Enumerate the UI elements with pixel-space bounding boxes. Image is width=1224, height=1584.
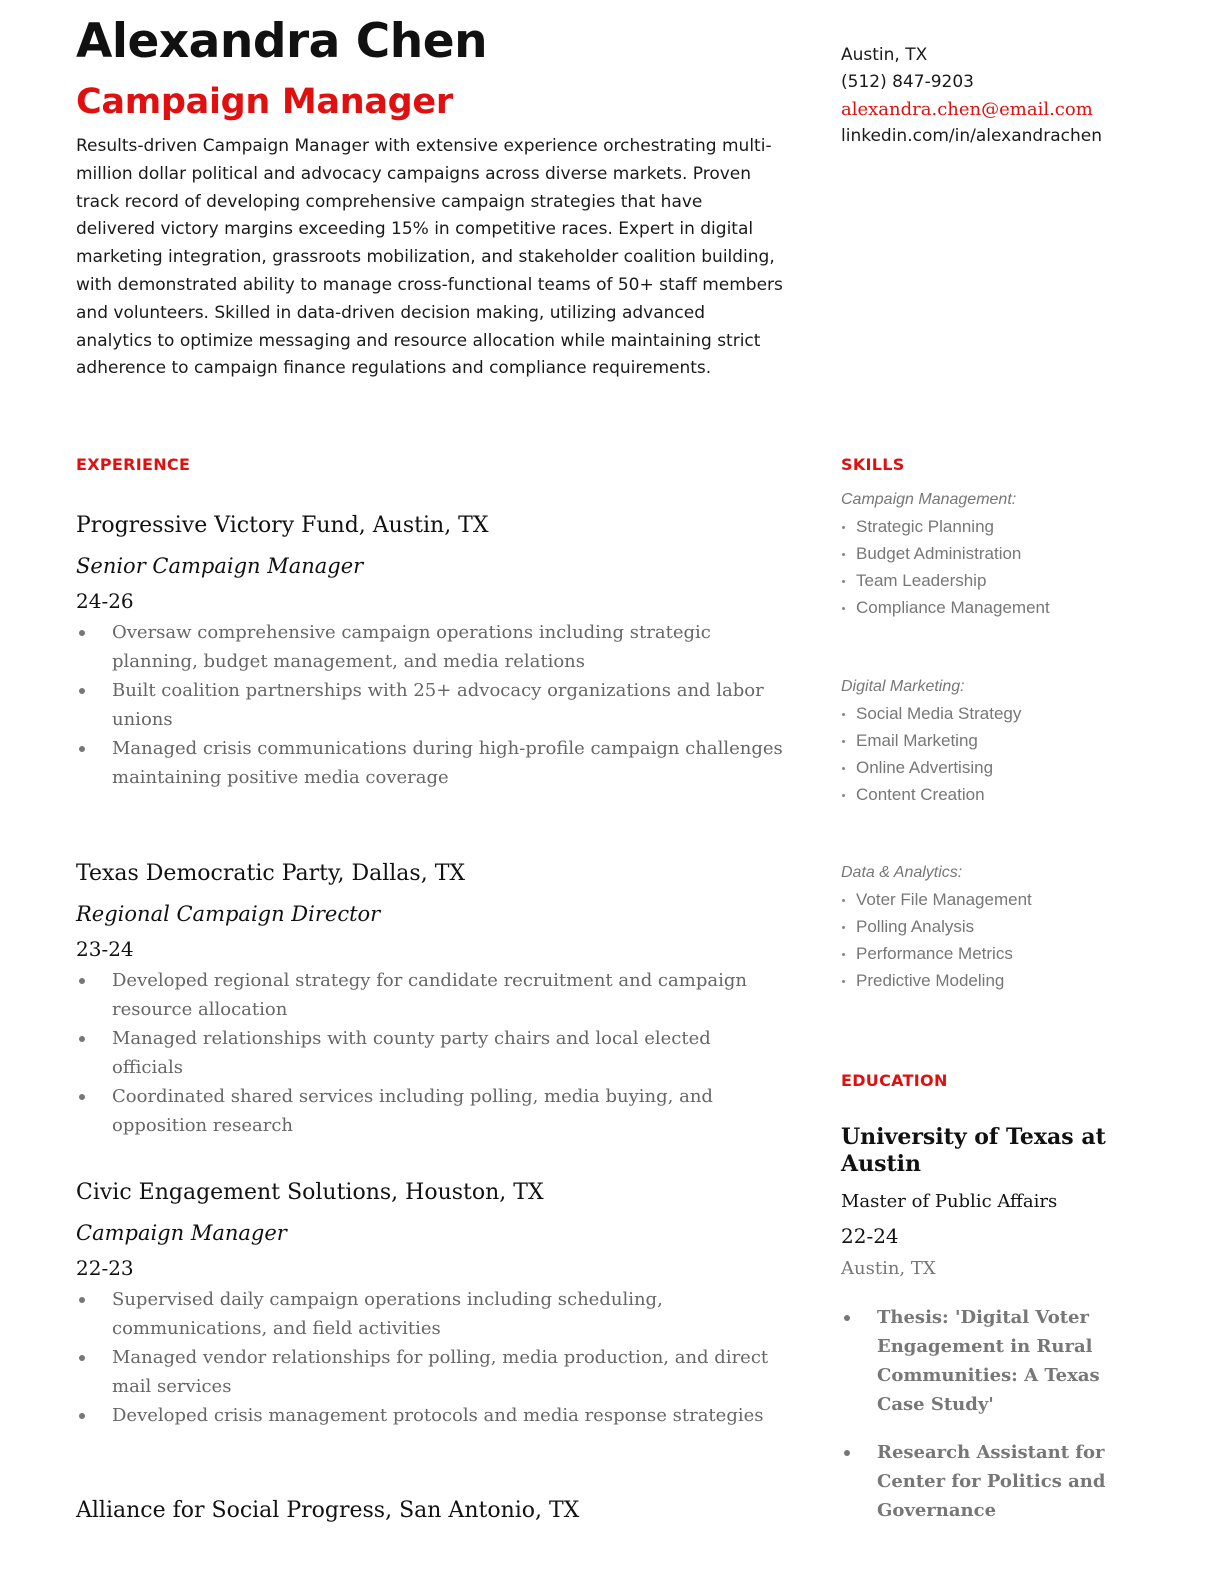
education-degree: Master of Public Affairs [841, 1191, 1058, 1212]
skill-item: Budget Administration [841, 540, 1171, 567]
skill-category: Campaign Management: [841, 491, 1017, 508]
skill-item: Email Marketing [841, 727, 1171, 754]
skill-item: Predictive Modeling [841, 967, 1171, 994]
job-company: Civic Engagement Solutions, Houston, TX [76, 1180, 544, 1205]
job-bullets [76, 966, 786, 1140]
skill-item: Voter File Management [841, 886, 1171, 913]
job-company: Progressive Victory Fund, Austin, TX [76, 513, 489, 538]
skill-group [841, 486, 1171, 621]
skill-group [841, 859, 1171, 994]
contact-email-link[interactable]: alexandra.chen@email.com [841, 99, 1093, 120]
skill-item: Content Creation [841, 781, 1171, 808]
contact-location: Austin, TX [841, 45, 928, 65]
job-bullet: Oversaw comprehensive campaign operations including strategic planning, budget management, and media relations [76, 618, 786, 676]
job-title: Regional Campaign Director [76, 902, 381, 926]
education-dates: 22-24 [841, 1224, 899, 1248]
contact-phone: (512) 847-9203 [841, 72, 974, 92]
education-highlight: Thesis: 'Digital Voter Engagement in Rural Communities: A Texas Case Study' [841, 1303, 1141, 1419]
job-dates: 22-23 [76, 1256, 134, 1280]
job-bullet: Supervised daily campaign operations including scheduling, communications, and field activities [76, 1285, 786, 1343]
job-bullet: Developed crisis management protocols and media response strategies [76, 1401, 786, 1430]
skill-list [841, 513, 1171, 621]
skill-category: Digital Marketing: [841, 678, 965, 695]
skills-heading: SKILLS [841, 455, 905, 474]
education-highlights [841, 1303, 1141, 1525]
job-bullet: Developed regional strategy for candidate recruitment and campaign resource allocation [76, 966, 786, 1024]
contact-block [841, 42, 1102, 150]
job-bullet: Built coalition partnerships with 25+ advocacy organizations and labor unions [76, 676, 786, 734]
education-location: Austin, TX [841, 1258, 936, 1279]
skill-item: Compliance Management [841, 594, 1171, 621]
job-entry [76, 1496, 786, 1526]
skill-item: Social Media Strategy [841, 700, 1171, 727]
job-bullet: Coordinated shared services including polling, media buying, and opposition research [76, 1082, 786, 1140]
job-entry [76, 511, 786, 792]
skill-list [841, 700, 1171, 808]
job-title: Campaign Manager [76, 1221, 287, 1245]
job-bullet: Managed crisis communications during high-profile campaign challenges maintaining positive media coverage [76, 734, 786, 792]
education-highlight: Research Assistant for Center for Politics and Governance [841, 1438, 1141, 1525]
candidate-role: Campaign Manager [76, 82, 453, 122]
job-entry [76, 859, 786, 1140]
skill-group [841, 673, 1171, 808]
education-school: University of Texas at Austin [841, 1124, 1106, 1177]
education-entry [841, 1124, 1141, 1544]
professional-summary: Results-driven Campaign Manager with extensive experience orchestrating multi-million dollar political and advocacy campaigns across diverse markets. Proven track record of developing comprehensive campaign strategies that have delivered victory margins exceeding 15% in competitive races. Expert in digital marketing integration, grassroots mobilization, and stakeholder coalition building, with demonstrated ability to manage cross-functional teams of 50+ staff members and volunteers. Skilled in data-driven decision making, utilizing advanced analytics to optimize messaging and resource allocation while maintaining strict adherence to campaign finance regulations and compliance requirements. [76, 136, 783, 379]
candidate-name: Alexandra Chen [76, 14, 488, 69]
job-dates: 23-24 [76, 937, 134, 961]
skill-item: Polling Analysis [841, 913, 1171, 940]
skill-list [841, 886, 1171, 994]
skill-item: Team Leadership [841, 567, 1171, 594]
job-company: Texas Democratic Party, Dallas, TX [76, 861, 466, 886]
skill-item: Online Advertising [841, 754, 1171, 781]
job-company: Alliance for Social Progress, San Antonio, TX [76, 1498, 580, 1523]
job-bullets [76, 618, 786, 792]
job-entry [76, 1178, 786, 1430]
job-bullet: Managed vendor relationships for polling, media production, and direct mail services [76, 1343, 786, 1401]
experience-heading: EXPERIENCE [76, 455, 191, 474]
education-heading: EDUCATION [841, 1071, 948, 1090]
skill-item: Strategic Planning [841, 513, 1171, 540]
job-bullet: Managed relationships with county party chairs and local elected officials [76, 1024, 786, 1082]
job-bullets [76, 1285, 786, 1430]
job-title: Senior Campaign Manager [76, 554, 364, 578]
job-dates: 24-26 [76, 589, 134, 613]
contact-linkedin-link[interactable]: linkedin.com/in/alexandrachen [841, 126, 1102, 146]
skill-item: Performance Metrics [841, 940, 1171, 967]
skill-category: Data & Analytics: [841, 864, 963, 881]
